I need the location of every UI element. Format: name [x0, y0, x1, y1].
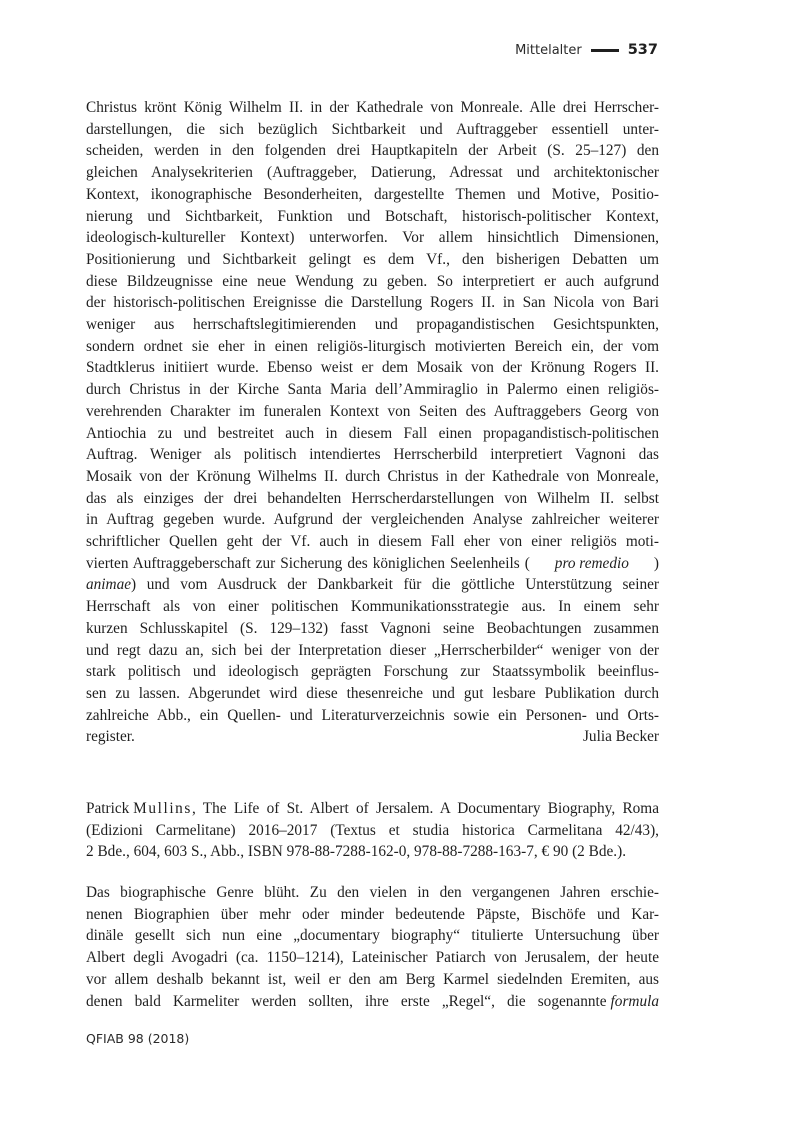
review-intro	[86, 882, 659, 1012]
text-line: dinäle gesellt sich nun eine „documentary biography“ titulierte Untersuchung über	[86, 927, 659, 945]
text-line: Antiochia zu und bestreitet auch in diesem Fall einen propagandistisch-politischen	[86, 424, 659, 442]
bibliographic-entry	[86, 798, 659, 863]
text-line	[86, 553, 659, 575]
text-line: und regt dazu an, sich bei der Interpretation dieser „Herrscherbilder“ weniger von der	[86, 641, 659, 659]
section-title: Mittelalter	[515, 42, 582, 58]
text-line: scheiden, werden in den folgenden drei Hauptkapiteln der Arbeit (S. 25–127) den	[86, 142, 659, 160]
reviewer-name: Julia Becker	[582, 728, 659, 746]
text-line	[86, 991, 659, 1013]
text-line: Stadtklerus initiiert wurde. Ebenso weist er dem Mosaik von der Krönung Rogers II.	[86, 359, 659, 377]
text-segment: , The Life of St. Albert of Jersalem. A Documentary Biography, Roma	[191, 800, 659, 817]
text-line	[86, 574, 659, 596]
text-segment: )	[653, 554, 659, 572]
text-line: darstellungen, die sich bezüglich Sichtbarkeit und Auftraggeber essentiell unter-	[86, 120, 659, 138]
text-line: der historisch-politischen Ereignisse die Darstellung Rogers II. in San Nicola von Bari	[86, 294, 659, 312]
text-segment: denen bald Karmeliter werden sollten, ihre erste „Regel“, die sogenannte	[86, 992, 607, 1010]
text-line: weniger aus herrschaftslegitimierenden und propagandistischen Gesichtspunkten,	[86, 316, 659, 334]
text-line: 2 Bde., 604, 603 S., Abb., ISBN 978-88-7288-162-0, 978-88-7288-163-7, € 90 (2 Bde.).	[86, 843, 627, 861]
author-first-name: Patrick	[86, 800, 130, 817]
text-line: nierung und Sichtbarkeit, Funktion und Botschaft, historisch-politischer Kontext,	[86, 207, 659, 225]
header-rule	[591, 49, 619, 52]
running-head	[515, 42, 658, 58]
text-line: verehrenden Charakter im funeralen Kontext von Seiten des Auftraggebers Georg von	[86, 402, 659, 420]
text-line: ideologisch-kultureller Kontext) unterworfen. Vor allem hinsichtlich Dimensionen,	[86, 229, 659, 247]
text-line: sondern ordnet sie eher in einen religiös-liturgisch motivierten Bereich ein, der vom	[86, 337, 659, 355]
text-line: vor allem deshalb bekannt ist, weil er den am Berg Karmel siedelnden Eremiten, aus	[86, 970, 659, 988]
text-line: Kontext, ikonographische Besonderheiten, dargestellte Themen und Motive, Positio-	[86, 185, 659, 203]
text-line: zahlreiche Abb., ein Quellen- und Literaturverzeichnis sowie ein Personen- und Orts-	[86, 706, 659, 724]
text-line: Mosaik von der Krönung Wilhelms II. durch Christus in der Kathedrale von Monreale,	[86, 467, 659, 485]
text-segment: register.	[86, 728, 135, 746]
journal-footer: QFIAB 98 (2018)	[86, 1031, 190, 1046]
text-line: in Auftrag gegeben wurde. Aufgrund der vergleichenden Analyse zahlreicher weiterer	[86, 511, 659, 529]
text-line: kurzen Schlusskapitel (S. 129–132) fasst Vagnoni seine Beobachtungen zusammen	[86, 619, 659, 637]
latin-term: formula	[610, 992, 659, 1010]
text-segment: ) und vom Ausdruck der Dankbarkeit für die göttliche Unterstützung seiner	[131, 576, 659, 594]
text-line: das als einziges der drei behandelten Herrscherdarstellungen von Wilhelm II. selbst	[86, 489, 659, 507]
text-line: nenen Biographien über mehr oder minder bedeutende Päpste, Bischöfe und Kar-	[86, 905, 659, 923]
latin-phrase: animae	[86, 576, 132, 594]
text-line: schriftlicher Quellen geht der Vf. auch in diesem Fall eher von einer religiös moti-	[86, 533, 659, 551]
text-line: diese Bildzeugnisse eine neue Wendung zu geben. So interpretiert er auch aufgrund	[86, 272, 659, 290]
page-number: 537	[627, 42, 658, 58]
text-segment: vierten Auftraggeberschaft zur Sicherung des königlichen Seelenheils (	[86, 554, 530, 572]
review-body	[86, 97, 659, 748]
text-line: gleichen Analysekriterien (Auftraggeber, Datierung, Adressat und architektonischer	[86, 164, 659, 182]
latin-phrase: pro remedio	[554, 554, 629, 572]
text-line: (Edizioni Carmelitane) 2016–2017 (Textus et studia historica Carmelitana 42/43),	[86, 821, 659, 839]
text-line: Albert degli Avogadri (ca. 1150–1214), Lateinischer Patiarch von Jerusalem, der heute	[86, 949, 659, 967]
closing-line	[86, 726, 659, 748]
text-line: durch Christus in der Kirche Santa Maria dell’Ammiraglio in Palermo einen religiös-	[86, 381, 659, 399]
text-line: Herrschaft als von einer politischen Kommunikationsstrategie aus. In einem sehr	[86, 598, 659, 616]
text-line: Christus krönt König Wilhelm II. in der Kathedrale von Monreale. Alle drei Herrscher-	[86, 99, 659, 116]
text-line: Positionierung und Sichtbarkeit gelingt es dem Vf., den bisherigen Debatten um	[86, 250, 659, 268]
text-line: sen zu lassen. Abgerundet wird diese thesenreiche und gut lesbare Publikation durch	[86, 684, 659, 702]
text-line: stark politisch und ideologisch geprägten Forschung zur Staatssymbolik beeinflus-	[86, 663, 659, 681]
author-last-name: Mullins	[133, 800, 192, 817]
text-line: Auftrag. Weniger als politisch intendiertes Herrscherbild interpretiert Vagnoni das	[86, 446, 659, 464]
text-line	[86, 798, 659, 820]
text-line: Das biographische Genre blüht. Zu den vielen in den vergangenen Jahren erschie-	[86, 884, 659, 901]
